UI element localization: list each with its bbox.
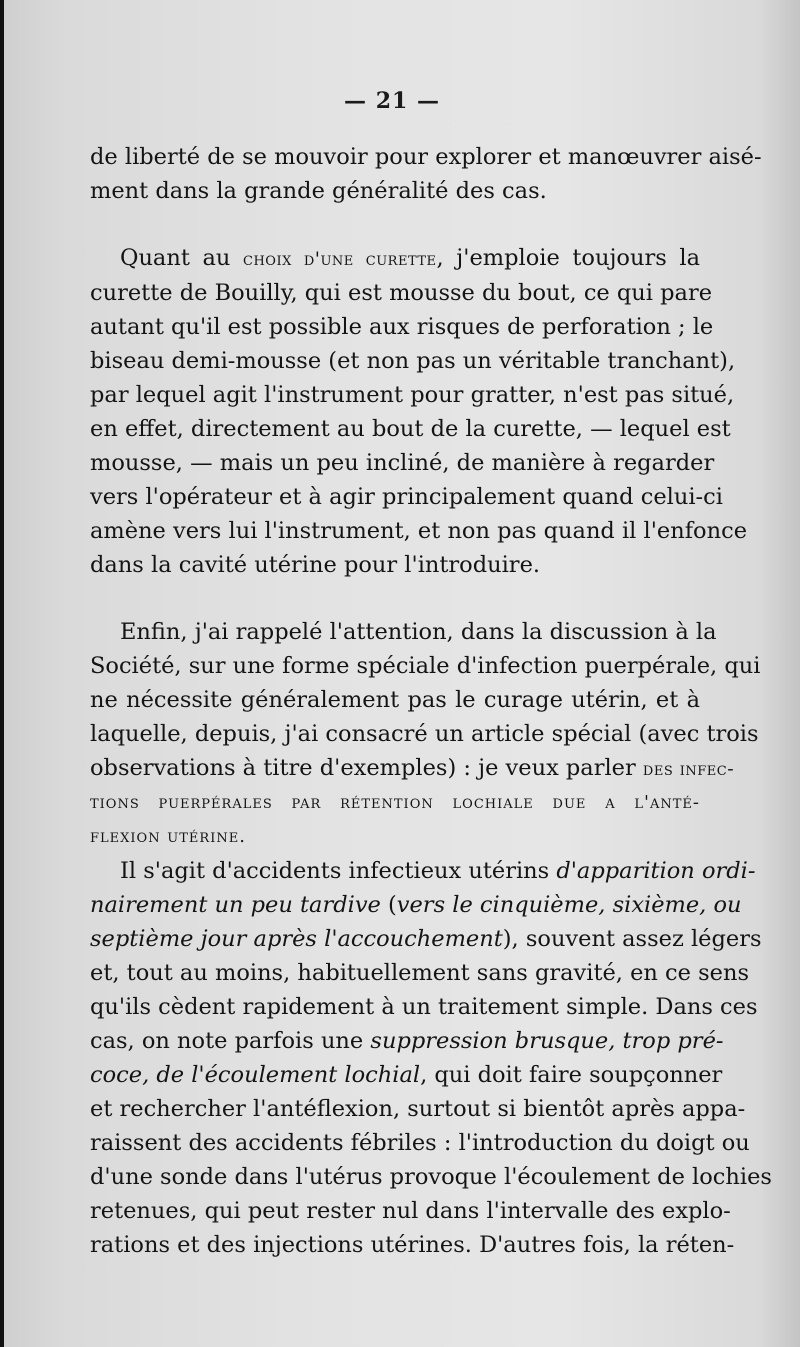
text-line: laquelle, depuis, j'ai consacré un article spécial (avec trois xyxy=(90,721,759,747)
paragraph-1 xyxy=(90,140,762,208)
italic-span: d'apparition ordi- xyxy=(556,858,756,884)
italic-span: suppression brusque, trop pré- xyxy=(370,1028,724,1054)
book-page xyxy=(4,0,800,1347)
text-span: ), souvent assez légers xyxy=(502,926,762,952)
text-line: et rechercher l'antéflexion, surtout si bientôt après appa- xyxy=(90,1096,746,1122)
text-line xyxy=(90,922,762,956)
italic-span: coce, de l'écoulement lochial xyxy=(90,1062,421,1088)
text-line: qu'ils cèdent rapidement à un traitement simple. Dans ces xyxy=(90,994,758,1020)
text-line: curette de Bouilly, qui est mousse du bout, ce qui pare xyxy=(90,280,713,306)
small-caps-term: choix d'une curette xyxy=(243,248,437,270)
italic-span: vers le cinquième, sixième, ou xyxy=(396,892,742,918)
text-span: Il s'agit d'accidents infectieux utérins xyxy=(120,858,557,884)
text-span: Quant au xyxy=(120,245,243,271)
text-line: autant qu'il est possible aux risques de perforation ; le xyxy=(90,314,714,340)
text-line: et, tout au moins, habituellement sans gravité, en ce sens xyxy=(90,960,750,986)
small-caps-line: flexion utérine. xyxy=(90,826,246,847)
italic-span: nairement un peu tardive xyxy=(90,892,381,918)
text-line: dans la cavité utérine pour l'introduire. xyxy=(90,552,541,578)
text-line xyxy=(90,1024,724,1058)
text-line: de liberté de se mouvoir pour explorer et manœuvrer aisé- xyxy=(90,144,762,170)
text-span: observations à titre d'exemples) : je veux parler xyxy=(90,755,643,781)
text-span: cas, on note parfois une xyxy=(90,1028,371,1054)
text-line: amène vers lui l'instrument, et non pas quand il l'enfonce xyxy=(90,518,748,544)
text-line xyxy=(90,888,742,922)
text-line: ment dans la grande généralité des cas. xyxy=(90,178,547,204)
text-span: , qui doit faire soupçonner xyxy=(420,1062,723,1088)
text-line: d'une sonde dans l'utérus provoque l'écoulement de lochies xyxy=(90,1164,772,1190)
text-line: rations et des injections utérines. D'autres fois, la réten- xyxy=(90,1232,735,1258)
text-line: en effet, directement au bout de la curette, — lequel est xyxy=(90,416,731,442)
text-line xyxy=(90,1058,723,1092)
text-line: mousse, — mais un peu incliné, de manière à regarder xyxy=(90,450,715,476)
text-line xyxy=(90,751,735,786)
body-text xyxy=(90,140,772,1262)
small-caps-term: des infec- xyxy=(642,758,735,780)
text-line: raissent des accidents fébriles : l'introduction du doigt ou xyxy=(90,1130,750,1156)
italic-span: septième jour après l'accouchement xyxy=(90,926,503,952)
paragraph-2 xyxy=(90,241,748,582)
text-line: par lequel agit l'instrument pour gratter, n'est pas situé, xyxy=(90,382,735,408)
text-line: vers l'opérateur et à agir principalement quand celui-ci xyxy=(90,484,723,510)
text-line xyxy=(90,241,700,276)
text-span: , j'emploie toujours la xyxy=(436,245,700,271)
paragraph-3 xyxy=(90,615,761,854)
text-line: biseau demi-mousse (et non pas un véritable tranchant), xyxy=(90,348,736,374)
text-line: Société, sur une forme spéciale d'infection puerpérale, qui xyxy=(90,653,761,679)
text-line: retenues, qui peut rester nul dans l'intervalle des explo- xyxy=(90,1198,731,1224)
page-number: — 21 — xyxy=(344,88,440,114)
text-line: ne nécessite généralement pas le curage utérin, et à xyxy=(90,687,700,713)
text-line xyxy=(90,854,756,888)
text-span: ( xyxy=(380,892,397,918)
small-caps-line: tions puerpérales par rétention lochiale due a l'anté- xyxy=(90,792,700,813)
text-line: Enfin, j'ai rappelé l'attention, dans la discussion à la xyxy=(120,619,717,645)
paragraph-4 xyxy=(90,854,772,1262)
